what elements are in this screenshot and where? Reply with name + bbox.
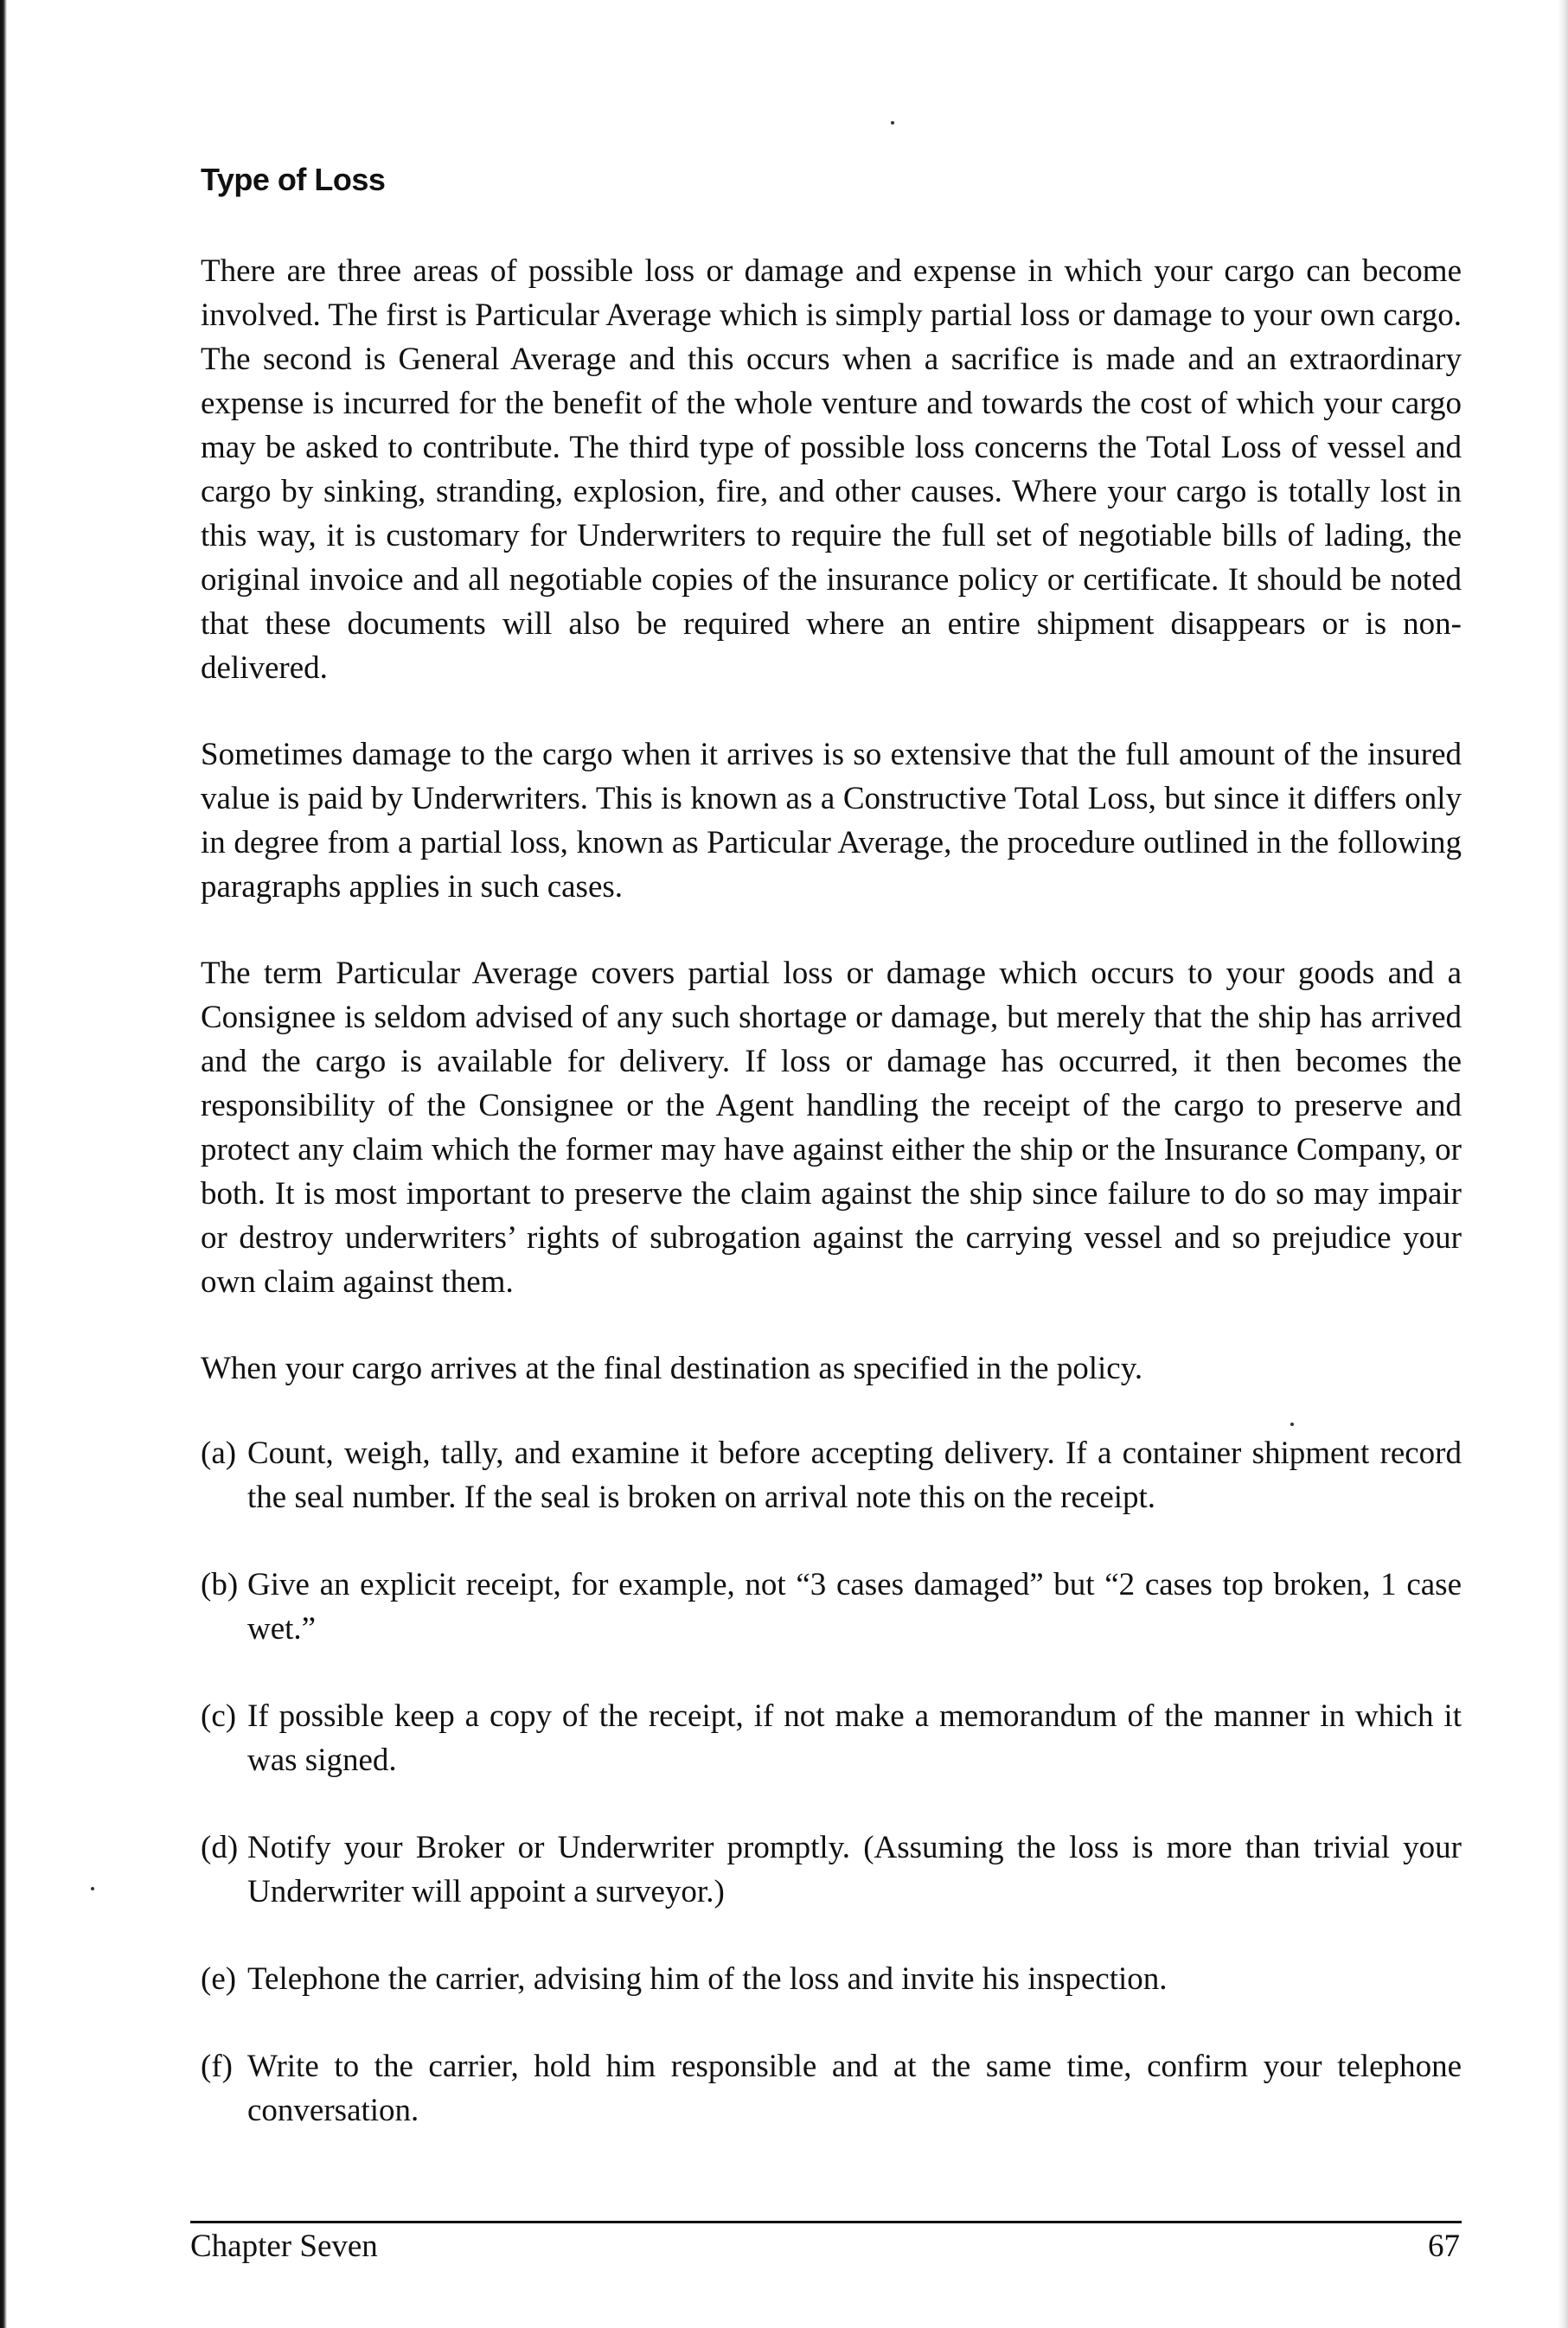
- list-item: [201, 1563, 1462, 1651]
- list-item: [201, 1694, 1462, 1782]
- scan-speck: [91, 1887, 94, 1890]
- list-item-marker: (e): [201, 1961, 237, 1997]
- page-number: 67: [1428, 2229, 1460, 2264]
- arrival-steps-list: [190, 1431, 1462, 2133]
- paragraph-types-of-loss: There are three areas of possible loss or damage and expense in which your cargo can become involved. The first is Particular Average which is simply partial loss or damage to your own cargo. The second is General Average and this occurs when a sacrifice is made and an extraordinary expense is incurred for the benefit of the whole venture and towards the cost of which your cargo may be asked to contribute. The third type of possible loss concerns the Total Loss of vessel and cargo by sinking, stranding, explosion, fire, and other causes. Where your cargo is totally lost in this way, it is customary for Underwriters to require the full set of negotiable bills of lading, the original invoice and all negotiable copies of the insurance policy or certificate. It should be noted that these documents will also be required where an entire shipment disappears or is non-delivered.: [201, 253, 1462, 686]
- paragraph-constructive-total-loss: Sometimes damage to the cargo when it arrives is so extensive that the full amount of the insured value is paid by Underwriters. This is known as a Constructive Total Loss, but since it differs only in degree from a partial loss, known as Particular Average, the procedure outlined in the following paragraphs applies in such cases.: [201, 737, 1462, 905]
- list-item-marker: (b): [201, 1567, 239, 1602]
- list-item-marker: (d): [201, 1830, 239, 1865]
- lead-sentence: When your cargo arrives at the final destination as specified in the policy.: [201, 1351, 1143, 1386]
- section-heading: Type of Loss: [201, 162, 386, 197]
- list-item-marker: (f): [201, 2049, 233, 2084]
- chapter-label: Chapter Seven: [190, 2229, 378, 2264]
- scan-edge-left: [0, 0, 7, 2328]
- list-item: [201, 1431, 1462, 1519]
- scan-edge-right: [1558, 0, 1568, 2328]
- paragraph-particular-average: The term Particular Average covers partial loss or damage which occurs to your goods and a Consignee is seldom advised of any such shortage or damage, but merely that the ship has arrived and the cargo is available for delivery. If loss or damage has occurred, it then becomes the responsibility of the Consignee or the Agent handling the receipt of the cargo to preserve and protect any claim which the former may have against either the ship or the Insurance Company, or both. It is most important to preserve the claim against the ship since failure to do so may impair or destroy underwriters’ rights of subrogation against the carrying vessel and so prejudice your own claim against them.: [201, 956, 1462, 1300]
- list-item: [201, 1826, 1462, 1914]
- list-item-marker: (c): [201, 1698, 237, 1734]
- list-item: [201, 2044, 1462, 2133]
- list-item-text: Count, weigh, tally, and examine it before accepting delivery. If a container shipment record the seal number. If the seal is broken on arrival note this on the receipt.: [247, 1436, 1462, 1515]
- list-item-text: Telephone the carrier, advising him of the loss and invite his inspection.: [247, 1961, 1168, 1997]
- list-item: [201, 1957, 1462, 2001]
- list-item-text: Give an explicit receipt, for example, not “3 cases damaged” but “2 cases top broken, 1 case wet.”: [247, 1567, 1462, 1647]
- list-item-text: Notify your Broker or Underwriter promptly. (Assuming the loss is more than trivial your Underwriter will appoint a surveyor.): [247, 1830, 1462, 1909]
- scan-speck: [891, 121, 894, 125]
- list-item-text: Write to the carrier, hold him responsible and at the same time, confirm your telephone conversation.: [247, 2049, 1462, 2128]
- list-item-text: If possible keep a copy of the receipt, if not make a memorandum of the manner in which it was signed.: [247, 1698, 1462, 1778]
- list-item-marker: (a): [201, 1436, 237, 1471]
- page-footer: [190, 2221, 1462, 2267]
- document-page: [190, 164, 1462, 2176]
